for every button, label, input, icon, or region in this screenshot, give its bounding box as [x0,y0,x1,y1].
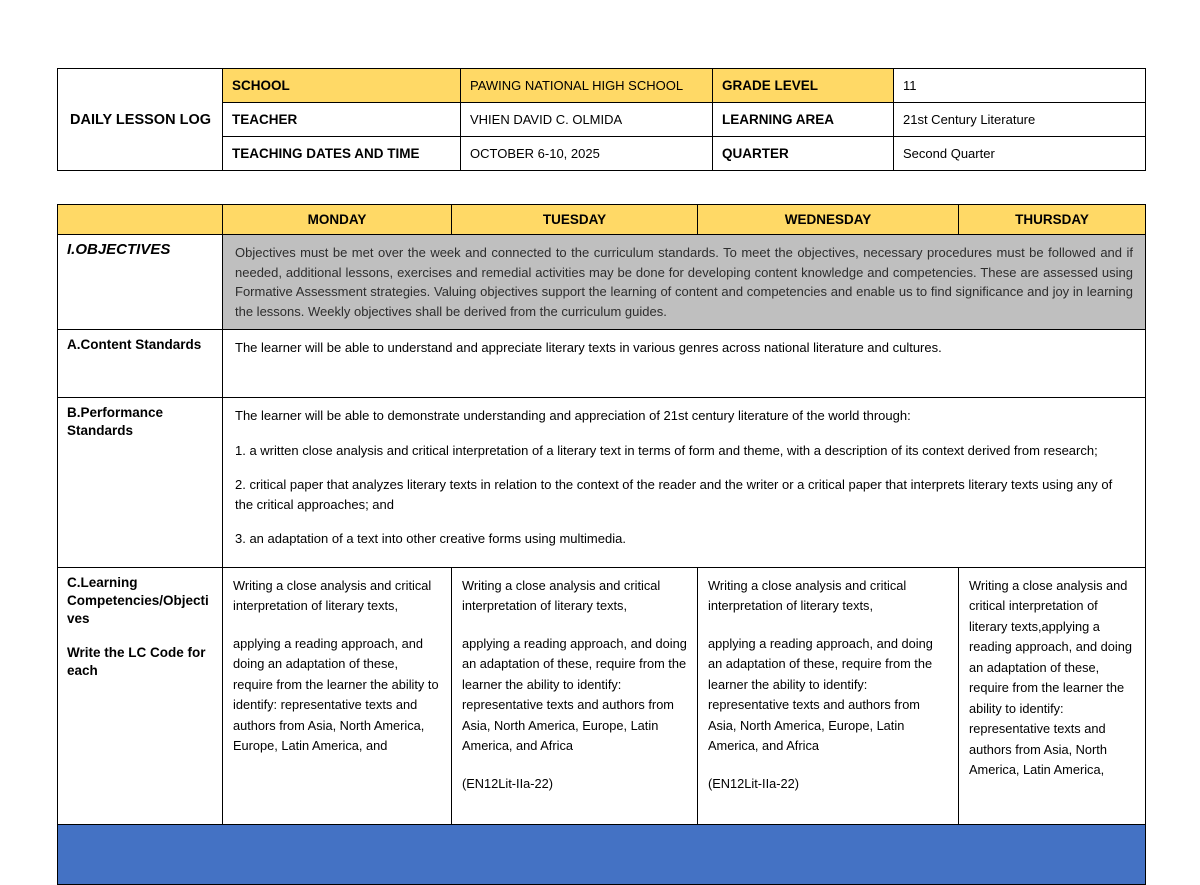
competency-cell-wednesday [698,568,959,825]
day-header-spacer [58,205,223,235]
day-header-tuesday: TUESDAY [452,205,698,235]
competency-paragraph: Writing a close analysis and critical interpretation of literary texts, [708,578,907,614]
grade-level-label: GRADE LEVEL [713,69,894,103]
objectives-row [58,235,1146,330]
content-standards-text: The learner will be able to understand and appreciate literary texts in various genres across national literature and cultures. [223,330,1146,398]
content-standards-label: A.Content Standards [58,330,223,398]
document-title: DAILY LESSON LOG [58,69,223,171]
performance-standards-text [223,398,1146,568]
teacher-label: TEACHER [223,103,461,137]
performance-paragraph: The learner will be able to demonstrate understanding and appreciation of 21st century literature of the world through: [235,408,911,423]
competency-paragraph: applying a reading approach, and doing an adaptation of these, require from the learner the ability to identify: representative texts and authors from Asia, North America, Europe, Latin America, and Africa [462,635,687,754]
competency-paragraph: applying a reading approach, and doing an adaptation of these, require from the learner the ability to identify: representative texts and authors from Asia, North America, Europe, Latin America, and [233,635,439,754]
performance-paragraph: 2. critical paper that analyzes literary texts in relation to the context of the reader and the writer or a critical paper that interprets literary texts using any of the critical approaches; and [235,477,1113,512]
teaching-dates-value: OCTOBER 6-10, 2025 [461,137,713,171]
competency-paragraph: Writing a close analysis and critical interpretation of literary texts, [462,578,661,614]
competency-paragraph: Writing a close analysis and critical interpretation of literary texts,applying a reading approach, and doing an adaptation of these, require from the learner the ability to identify: representative texts and authors from Asia, North America, Latin America, [969,578,1132,778]
day-header-row [58,205,1146,235]
day-header-monday: MONDAY [223,205,452,235]
quarter-label: QUARTER [713,137,894,171]
performance-standards-row [58,398,1146,568]
learning-competencies-row [58,568,1146,825]
objectives-text: Objectives must be met over the week and connected to the curriculum standards. To meet the objectives, necessary procedures must be followed and if needed, additional lessons, exercises and remedial activities may be done for developing content knowledge and competencies. These are assessed using Formative Assessment strategies. Valuing objectives support the learning of content and competencies and enable us to find significance and joy in learning the lessons. Weekly objectives shall be derived from the curriculum guides. [223,235,1146,330]
learning-area-value: 21st Century Literature [894,103,1146,137]
lesson-log-table [57,204,1146,885]
performance-paragraph: 1. a written close analysis and critical interpretation of a literary text in terms of form and theme, with a description of its context derived from research; [235,442,1098,458]
grade-level-value: 11 [894,69,1146,103]
learning-competencies-label-line1: C.Learning Competencies/Objectives [67,575,209,627]
header-row-school [58,69,1146,103]
objectives-label: I.OBJECTIVES [58,235,223,330]
content-standards-row [58,330,1146,398]
competency-paragraph: applying a reading approach, and doing an adaptation of these, require from the learner the ability to identify: representative texts and authors from Asia, North America, Europe, Latin America, and Africa [708,635,933,754]
learning-area-label: LEARNING AREA [713,103,894,137]
quarter-value: Second Quarter [894,137,1146,171]
competency-code: (EN12Lit-IIa-22) [708,775,800,791]
day-header-wednesday: WEDNESDAY [698,205,959,235]
next-section-bar-row [58,825,1146,885]
day-header-thursday: THURSDAY [959,205,1146,235]
competency-cell-thursday [959,568,1146,825]
next-section-bar [58,825,1146,885]
competency-paragraph: Writing a close analysis and critical interpretation of literary texts, [233,578,432,614]
competency-code: (EN12Lit-IIa-22) [462,775,554,791]
school-value: PAWING NATIONAL HIGH SCHOOL [461,69,713,103]
competency-cell-monday [223,568,452,825]
header-table [57,68,1146,171]
performance-paragraph: 3. an adaptation of a text into other creative forms using multimedia. [235,531,626,546]
teaching-dates-label: TEACHING DATES AND TIME [223,137,461,171]
teacher-value: VHIEN DAVID C. OLMIDA [461,103,713,137]
performance-standards-label: B.Performance Standards [58,398,223,568]
learning-competencies-label-line2: Write the LC Code for each [67,644,206,678]
school-label: SCHOOL [223,69,461,103]
learning-competencies-label [58,568,223,825]
competency-cell-tuesday [452,568,698,825]
